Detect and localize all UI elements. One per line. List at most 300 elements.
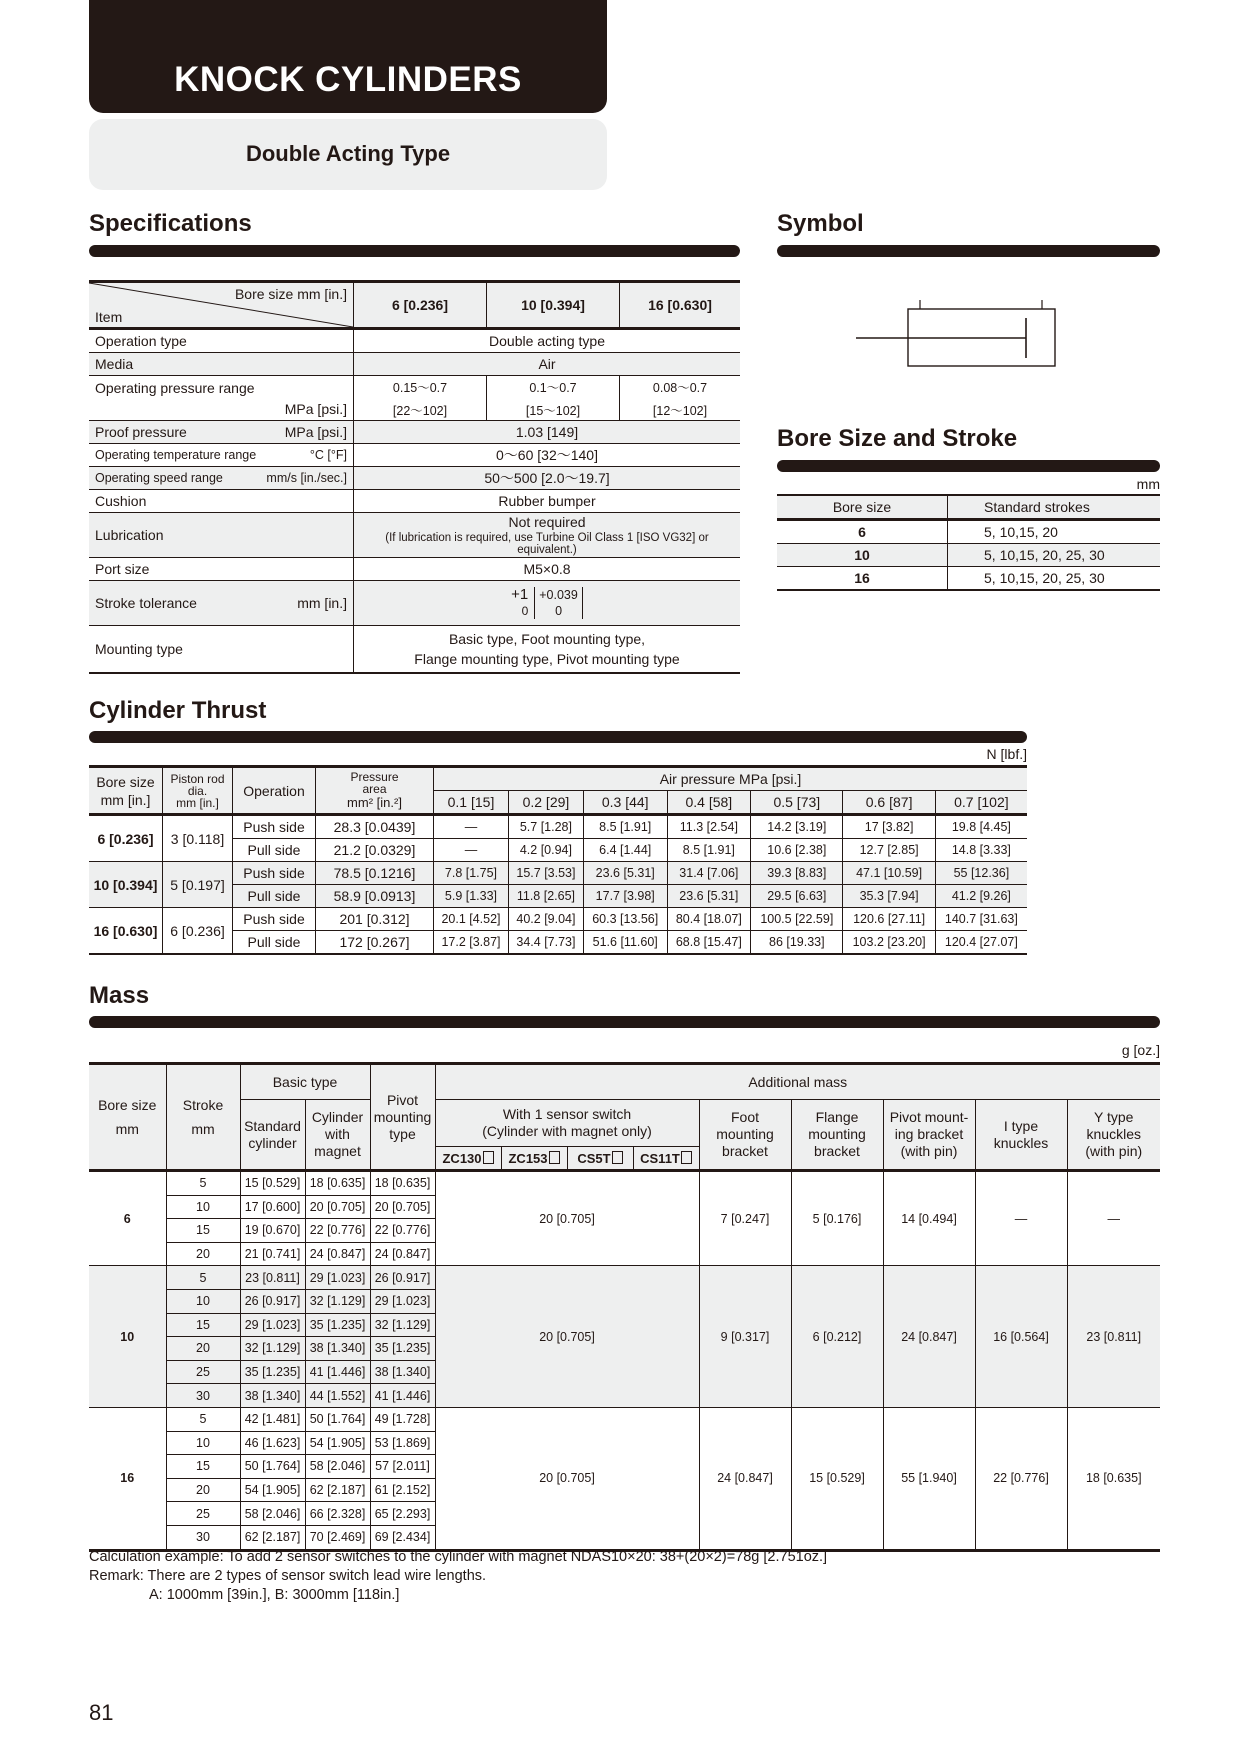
pivot-cell: 32 [1.129] [370,1313,435,1337]
thrust-cell: 17 [3.82] [843,815,935,839]
pivot-cell: 69 [2.434] [370,1525,435,1550]
area-cell: 201 [0.312] [316,908,434,931]
strokes-cell: 5, 10,15, 20, 25, 30 [948,567,1161,591]
bore-cell: 16 [89,1407,166,1550]
area-cell: 58.9 [0.0913] [316,885,434,908]
header-line: knuckles [1086,1126,1141,1142]
area-cell: 172 [0.267] [316,931,434,955]
i-knuckle-mass-cell: — [975,1171,1067,1266]
thrust-cell: 120.4 [27.07] [935,931,1027,955]
column-group-header: Air pressure MPa [psi.] [434,767,1028,791]
header-line: Piston rod [170,771,225,786]
header-line: Bore size [98,1097,157,1113]
header-line: Foot [730,1109,759,1125]
pivot-cell: 49 [1.728] [370,1407,435,1431]
stroke-cell: 10 [166,1431,240,1455]
header-line: mm [191,1121,215,1137]
pressure-header: 0.5 [73] [751,791,843,815]
column-group-header: Additional mass [435,1064,1160,1100]
pivot-cell: 18 [0.635] [370,1171,435,1196]
flange-mass-cell: 6 [0.212] [791,1266,883,1408]
stroke-cell: 20 [166,1337,240,1361]
section-divider [89,245,740,257]
column-header: Bore size [777,495,948,520]
tol-minus-in: 0 [555,604,563,618]
pivot-cell: 41 [1.446] [370,1384,435,1408]
value-mpa: 0.15～0.7 [392,380,448,395]
column-header: 6 [0.236] [354,282,487,329]
row-value [620,376,741,421]
thrust-cell: 23.6 [5.31] [583,862,667,885]
stroke-cell: 15 [166,1455,240,1479]
operation-cell: Push side [233,862,316,885]
standard-cell: 19 [0.670] [240,1219,305,1243]
standard-cell: 32 [1.129] [240,1337,305,1361]
switch-label: ZC153 [508,1150,548,1166]
section-divider [89,731,1027,743]
table-row [89,1407,1160,1431]
stroke-cell: 5 [166,1171,240,1196]
header-line: Pressure [350,770,399,784]
stroke-cell: 5 [166,1407,240,1431]
stroke-cell: 30 [166,1525,240,1550]
label-text: Operating speed range [95,471,223,485]
area-cell: 21.2 [0.0329] [316,839,434,862]
unit-text: MPa [psi.] [284,424,347,440]
sensor-mass-cell: 20 [0.705] [435,1266,699,1408]
magnet-cell: 32 [1.129] [305,1289,370,1313]
thrust-cell: 34.4 [7.73] [508,931,583,955]
stroke-cell: 20 [166,1478,240,1502]
strokes-cell: 5, 10,15, 20, 25, 30 [948,544,1161,567]
rod-cell: 3 [0.118] [163,815,233,862]
thrust-cell: 40.2 [9.04] [508,908,583,931]
column-header [699,1100,791,1171]
standard-cell: 46 [1.623] [240,1431,305,1455]
header-line: I type [1003,1117,1039,1134]
switch-header-cs5t [567,1147,633,1171]
unit-text: °C [°F] [309,448,347,462]
thrust-cell: 17.2 [3.87] [434,931,509,955]
column-header [89,1064,166,1171]
standard-cell: 42 [1.481] [240,1407,305,1431]
standard-cell: 26 [0.917] [240,1289,305,1313]
pivot-cell: 53 [1.869] [370,1431,435,1455]
column-header [166,1064,240,1171]
stroke-cell: 20 [166,1242,240,1266]
header-line: magnet [314,1143,361,1159]
thrust-cell: 10.6 [2.38] [751,839,843,862]
thrust-cell: — [434,839,509,862]
switch-label: CS5T [577,1150,611,1166]
column-header [975,1100,1067,1171]
header-line: mm [115,1121,139,1137]
magnet-cell: 62 [2.187] [305,1478,370,1502]
magnet-cell: 18 [0.635] [305,1171,370,1196]
mass-table [89,1062,1160,1552]
pivot-cell: 20 [0.705] [370,1195,435,1219]
header-line: cylinder [248,1134,297,1151]
thrust-cell: 8.5 [1.91] [667,839,751,862]
bore-cell: 10 [89,1266,166,1408]
standard-cell: 21 [0.741] [240,1242,305,1266]
column-header [791,1100,883,1171]
foot-mass-cell: 7 [0.247] [699,1171,791,1266]
column-header [240,1100,305,1171]
standard-cell: 62 [2.187] [240,1525,305,1550]
table-header-row [89,1100,1160,1147]
thrust-cell: 60.3 [13.56] [583,908,667,931]
area-cell: 28.3 [0.0439] [316,815,434,839]
row-value [354,513,741,558]
table-row [89,421,740,444]
thrust-cell: 6.4 [1.44] [583,839,667,862]
row-value: 1.03 [149] [354,421,741,444]
row-value: 50～500 [2.0～19.7] [354,467,741,490]
value-text: Not required [508,514,586,530]
standard-cell: 29 [1.023] [240,1313,305,1337]
column-header [316,767,434,815]
switch-header-cs11t [633,1147,699,1171]
stroke-cell: 10 [166,1289,240,1313]
column-group-header: Basic type [240,1064,370,1100]
i-knuckle-mass-cell: 16 [0.564] [975,1266,1067,1408]
table-row [89,1266,1160,1290]
magnet-cell: 24 [0.847] [305,1242,370,1266]
column-header: 16 [0.630] [620,282,741,329]
value-psi: [22～102] [392,403,448,418]
header-line: mounting [716,1126,774,1142]
thrust-cell: 29.5 [6.63] [751,885,843,908]
pivot-cell: 65 [2.293] [370,1502,435,1526]
unit-label: mm [1136,476,1160,492]
thrust-cell: 7.8 [1.75] [434,862,509,885]
bore-cell: 10 [777,544,948,567]
rod-cell: 6 [0.236] [163,908,233,955]
header-line: Standard [244,1117,301,1134]
standard-cell: 35 [1.235] [240,1360,305,1384]
bore-cell: 6 [0.236] [89,815,163,862]
thrust-cell: 120.6 [27.11] [843,908,935,931]
pressure-header: 0.1 [15] [434,791,509,815]
row-label: Media [89,353,354,376]
label-text: Proof pressure [95,424,187,440]
pressure-header: 0.3 [44] [583,791,667,815]
value-psi: [15～102] [525,403,581,418]
row-value: 0～60 [32～140] [354,444,741,467]
header-line: Y type [1094,1109,1134,1125]
header-line: mounting [373,1108,432,1125]
subtitle-banner [89,119,607,190]
stroke-cell: 25 [166,1502,240,1526]
standard-cell: 38 [1.340] [240,1384,305,1408]
stroke-cell: 10 [166,1195,240,1219]
bore-cell: 16 [0.630] [89,908,163,955]
thrust-cell: 39.3 [8.83] [751,862,843,885]
row-label [89,421,354,444]
header-line: Flange [815,1109,859,1125]
column-header [1067,1100,1160,1171]
operation-cell: Push side [233,908,316,931]
column-header [89,767,163,815]
header-line: With 1 sensor switch [502,1106,632,1122]
sensor-mass-cell: 20 [0.705] [435,1407,699,1550]
title-banner [89,0,607,113]
thrust-cell: 4.2 [0.94] [508,839,583,862]
thrust-cell: 20.1 [4.52] [434,908,509,931]
table-row [89,626,740,674]
thrust-cell: 51.6 [11.60] [583,931,667,955]
row-value: Air [354,353,741,376]
stroke-cell: 30 [166,1384,240,1408]
thrust-cell: 47.1 [10.59] [843,862,935,885]
i-knuckle-mass-cell: 22 [0.776] [975,1407,1067,1550]
row-label: Port size [89,558,354,581]
magnet-cell: 38 [1.340] [305,1337,370,1361]
row-value: M5×0.8 [354,558,741,581]
pressure-header: 0.6 [87] [843,791,935,815]
pivot-cell: 24 [0.847] [370,1242,435,1266]
thrust-cell: — [434,815,509,839]
pivot-cell: 22 [0.776] [370,1219,435,1243]
thrust-cell: 68.8 [15.47] [667,931,751,955]
label-text: Operating pressure range [95,379,255,396]
unit-label: N [lbf.] [986,746,1027,762]
row-label: Lubrication [89,513,354,558]
tol-plus-mm: +1 [511,586,529,603]
row-label [89,581,354,626]
section-divider [777,460,1160,472]
flange-mass-cell: 5 [0.176] [791,1171,883,1266]
thrust-cell: 15.7 [3.53] [508,862,583,885]
thrust-cell: 11.8 [2.65] [508,885,583,908]
column-header [163,767,233,815]
placeholder-box-icon [549,1151,560,1164]
unit-text: mm [in.] [297,595,347,611]
pivot-cell: 38 [1.340] [370,1360,435,1384]
standard-cell: 17 [0.600] [240,1195,305,1219]
magnet-cell: 35 [1.235] [305,1313,370,1337]
header-line: Stroke [182,1097,224,1113]
switch-header-zc130 [435,1147,501,1171]
magnet-cell: 50 [1.764] [305,1407,370,1431]
tolerance-value [511,586,583,620]
pressure-header: 0.7 [102] [935,791,1027,815]
thrust-cell: 11.3 [2.54] [667,815,751,839]
header-line: mm [in.] [100,791,151,808]
standard-cell: 23 [0.811] [240,1266,305,1290]
section-divider [89,1016,1160,1028]
header-line: bracket [814,1143,860,1159]
remark: Remark: There are 2 types of sensor switch lead wire lengths. [89,1568,487,1584]
magnet-cell: 29 [1.023] [305,1266,370,1290]
header-line: knuckles [993,1134,1049,1151]
standard-cell: 58 [2.046] [240,1502,305,1526]
header-line: Bore size [96,773,155,790]
thrust-cell: 14.2 [3.19] [751,815,843,839]
header-line: Pivot [386,1091,419,1108]
row-value [487,376,620,421]
tol-plus-in: +0.039 [539,588,578,602]
thrust-cell: 86 [19.33] [751,931,843,955]
thrust-cell: 19.8 [4.45] [935,815,1027,839]
operation-cell: Pull side [233,885,316,908]
table-row [89,444,740,467]
row-label [89,444,354,467]
corner-top-label: Bore size mm [in.] [234,286,347,302]
table-row [89,862,1027,885]
row-value [354,626,741,674]
switch-label: ZC130 [442,1150,482,1166]
thrust-cell: 55 [12.36] [935,862,1027,885]
thrust-cell: 41.2 [9.26] [935,885,1027,908]
pressure-header: 0.2 [29] [508,791,583,815]
row-label: Cushion [89,490,354,513]
row-value [354,376,487,421]
header-line: (with pin) [900,1143,958,1159]
header-line: mm [in.] [176,795,219,810]
table-row [89,467,740,490]
table-row [89,376,740,421]
unit-text: mm/s [in./sec.] [266,471,347,485]
table-header-row [89,282,740,329]
unit-label: g [oz.] [1121,1042,1160,1058]
y-knuckle-mass-cell: 18 [0.635] [1067,1407,1160,1550]
specifications-heading: Specifications [89,210,252,237]
standard-cell: 15 [0.529] [240,1171,305,1196]
bore-cell: 6 [89,1171,166,1266]
thrust-cell: 23.6 [5.31] [667,885,751,908]
placeholder-box-icon [612,1151,623,1164]
bore-stroke-heading: Bore Size and Stroke [777,425,1018,452]
magnet-cell: 66 [2.328] [305,1502,370,1526]
symbol-heading: Symbol [777,210,864,237]
header-line: dia. [187,783,208,798]
rod-cell: 5 [0.197] [163,862,233,908]
pivot-cell: 26 [0.917] [370,1266,435,1290]
pivot-cell: 61 [2.152] [370,1478,435,1502]
magnet-cell: 54 [1.905] [305,1431,370,1455]
unit-text: MPa [psi.] [284,400,347,417]
value-mpa: 0.1～0.7 [529,380,577,395]
page-title: KNOCK CYLINDERS [174,60,522,99]
thrust-cell: 5.9 [1.33] [434,885,509,908]
stroke-cell: 25 [166,1360,240,1384]
operation-cell: Push side [233,815,316,839]
row-label [89,467,354,490]
y-knuckle-mass-cell: 23 [0.811] [1067,1266,1160,1408]
pivot-bracket-mass-cell: 14 [0.494] [883,1171,975,1266]
sensor-mass-cell: 20 [0.705] [435,1171,699,1266]
value-mpa: 0.08～0.7 [652,380,708,395]
row-value: Double acting type [354,329,741,353]
page-number: 81 [89,1700,114,1725]
thrust-cell: 17.7 [3.98] [583,885,667,908]
corner-bottom-label: Item [95,309,123,325]
specifications-table [89,280,740,674]
foot-mass-cell: 24 [0.847] [699,1407,791,1550]
calculation-example: Calculation example: To add 2 sensor switches to the cylinder with magnet NDAS10×20: 38+(20×2)=78g [2.751oz.] [89,1549,828,1565]
magnet-cell: 41 [1.446] [305,1360,370,1384]
column-header: Operation [233,767,316,815]
thrust-cell: 14.8 [3.33] [935,839,1027,862]
placeholder-box-icon [483,1151,494,1164]
column-header: 10 [0.394] [487,282,620,329]
header-line: mm² [in.²] [347,795,402,810]
pivot-cell: 29 [1.023] [370,1289,435,1313]
notes [89,1548,827,1605]
stroke-cell: 15 [166,1313,240,1337]
row-label: Operation type [89,329,354,353]
value-psi: [12～102] [652,403,708,418]
standard-cell: 50 [1.764] [240,1455,305,1479]
table-header-row [89,1064,1160,1100]
magnet-cell: 44 [1.552] [305,1384,370,1408]
bore-stroke-table [777,494,1160,591]
header-line: with [325,1126,350,1142]
magnet-cell: 58 [2.046] [305,1455,370,1479]
table-row [89,581,740,626]
thrust-cell: 140.7 [31.63] [935,908,1027,931]
pressure-header: 0.4 [58] [667,791,751,815]
table-row [89,558,740,581]
header-line: bracket [722,1143,768,1159]
standard-cell: 54 [1.905] [240,1478,305,1502]
row-label: Mounting type [89,626,354,674]
table-row [89,815,1027,839]
header-line: Cylinder [311,1109,364,1125]
column-group-header [435,1100,699,1147]
bore-cell: 16 [777,567,948,591]
section-divider [777,245,1160,257]
thrust-cell: 100.5 [22.59] [751,908,843,931]
operation-cell: Pull side [233,839,316,862]
bore-cell: 6 [777,520,948,544]
table-row [89,908,1027,931]
thrust-heading: Cylinder Thrust [89,697,267,724]
table-header-row [777,495,1160,520]
thrust-cell: 103.2 [23.20] [843,931,935,955]
table-row [89,1171,1160,1196]
double-acting-cylinder-symbol-icon [840,295,1070,375]
row-value [354,581,741,626]
y-knuckle-mass-cell: — [1067,1171,1160,1266]
thrust-table [89,765,1027,955]
switch-header-zc153 [501,1147,567,1171]
thrust-cell: 5.7 [1.28] [508,815,583,839]
magnet-cell: 70 [2.469] [305,1525,370,1550]
tol-minus-mm: 0 [521,604,529,618]
value-line: Flange mounting type, Pivot mounting type [414,651,680,667]
page-subtitle: Double Acting Type [245,141,451,166]
table-header-row [89,767,1027,791]
mass-heading: Mass [89,982,150,1009]
area-cell: 78.5 [0.1216] [316,862,434,885]
stroke-cell: 15 [166,1219,240,1243]
value-line: Basic type, Foot mounting type, [448,631,646,647]
operation-cell: Pull side [233,931,316,955]
header-line: (Cylinder with magnet only) [482,1123,652,1139]
strokes-cell: 5, 10,15, 20 [948,520,1161,544]
label-text: Stroke tolerance [95,595,197,611]
switch-label: CS11T [640,1150,680,1166]
column-header [883,1100,975,1171]
value-note: (If lubrication is required, use Turbine Oil Class 1 [ISO VG32] or equivalent.) [385,532,709,556]
table-row [777,544,1160,567]
thrust-cell: 8.5 [1.91] [583,815,667,839]
pivot-cell: 35 [1.235] [370,1337,435,1361]
header-line: area [362,782,387,796]
